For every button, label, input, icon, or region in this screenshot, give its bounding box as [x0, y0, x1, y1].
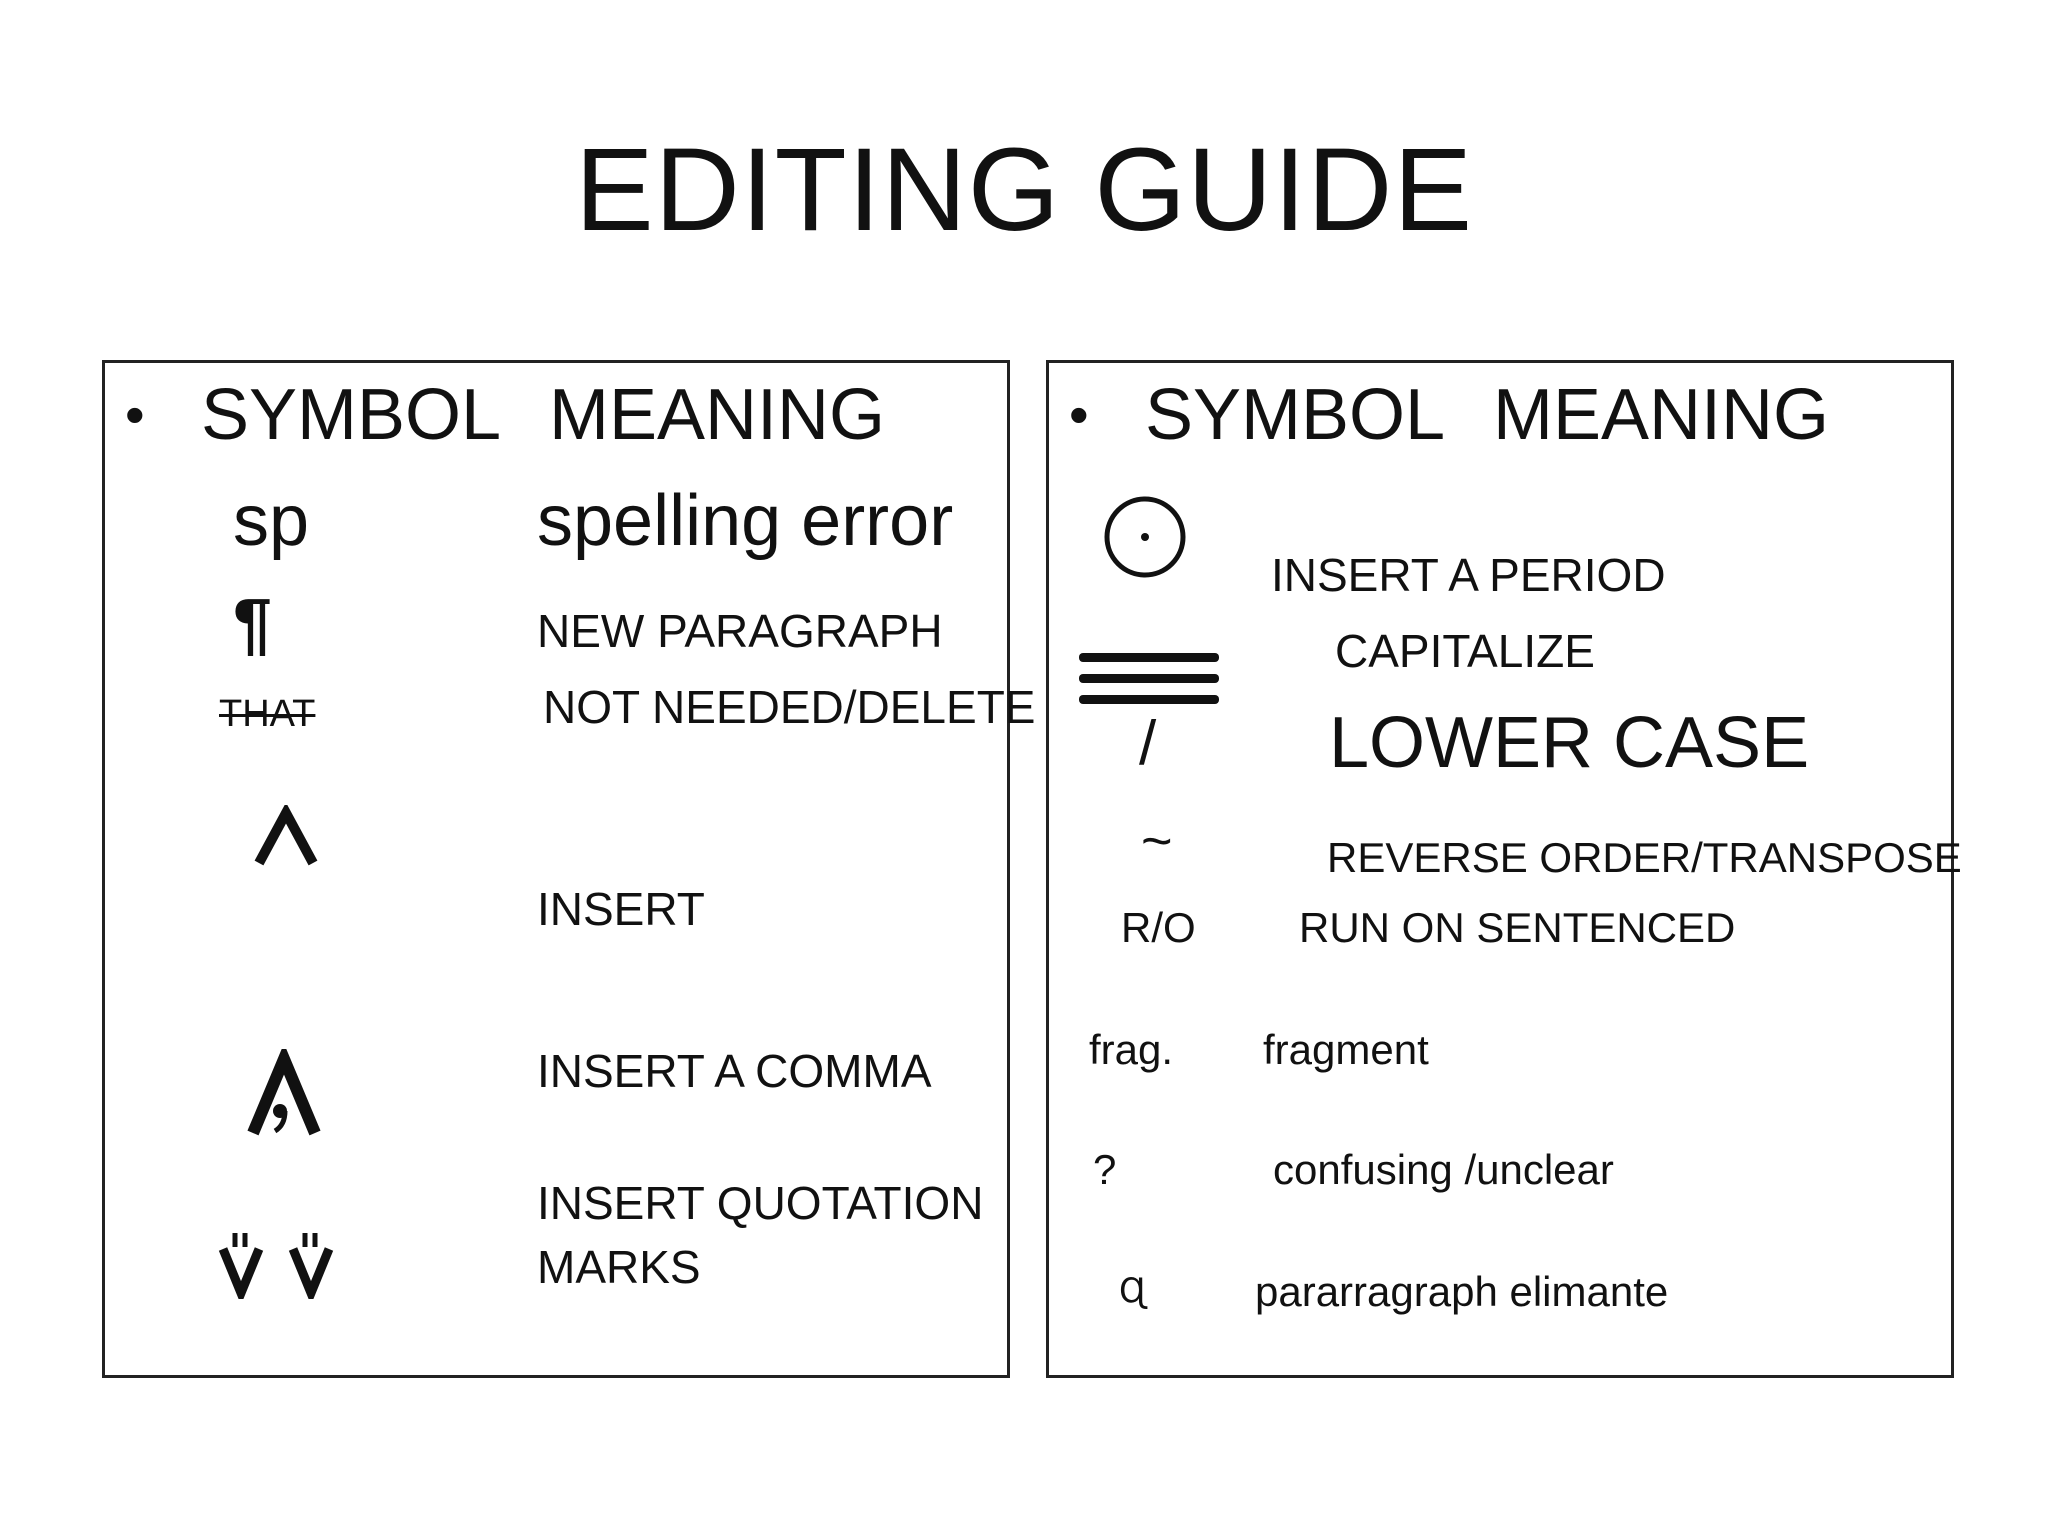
- comma-caret-icon: [245, 1049, 323, 1139]
- bullet: •: [125, 383, 145, 446]
- meaning-insert-period: INSERT A PERIOD: [1271, 549, 1666, 601]
- meaning-fragment: fragment: [1263, 1026, 1429, 1073]
- tilde-symbol: ~: [1141, 811, 1173, 871]
- meaning-insert-comma: INSERT A COMMA: [537, 1045, 932, 1097]
- right-symbol-panel: [1046, 360, 1962, 1378]
- meaning-reverse-order: REVERSE ORDER/TRANSPOSE: [1327, 834, 1962, 881]
- symbol-sp: sp: [233, 481, 310, 561]
- page-title: EDITING GUIDE: [574, 124, 1474, 256]
- meaning-run-on-sentence: RUN ON SENTENCED: [1299, 904, 1736, 951]
- meaning-insert-quotation-marks: MARKS: [537, 1241, 701, 1293]
- meaning-column-header: MEANING: [1493, 375, 1830, 455]
- meaning-not-needed-delete: NOT NEEDED/DELETE: [543, 681, 1036, 733]
- strikethrough-word: THAT: [219, 693, 316, 735]
- meaning-new-paragraph: NEW PARAGRAPH: [537, 605, 943, 657]
- triple-underline-icon: [1075, 649, 1223, 711]
- meaning-spelling-error: spelling error: [537, 481, 954, 561]
- question-symbol: ?: [1093, 1146, 1117, 1193]
- meaning-column-header: MEANING: [549, 375, 886, 455]
- symbol-column-header: SYMBOL: [1145, 375, 1446, 455]
- meaning-insert-quotation: INSERT QUOTATION: [537, 1177, 984, 1229]
- meaning-capitalize: CAPITALIZE: [1335, 625, 1595, 677]
- quotation-caret-icon: [217, 1229, 357, 1299]
- bullet: •: [1069, 383, 1089, 446]
- symbol-column-header: SYMBOL: [201, 375, 502, 455]
- pilcrow-symbol: ¶: [233, 584, 272, 662]
- caret-icon: [253, 805, 319, 867]
- meaning-confusing-unclear: confusing /unclear: [1273, 1146, 1614, 1193]
- circled-period-icon: [1101, 493, 1189, 581]
- meaning-lower-case: LOWER CASE: [1329, 703, 1810, 783]
- paragraph-delete-symbol: Ɋ: [1119, 1271, 1146, 1311]
- fragment-symbol: frag.: [1089, 1026, 1174, 1073]
- run-on-symbol: R/O: [1121, 904, 1196, 951]
- meaning-paragraph-eliminate: pararragraph elimante: [1255, 1268, 1669, 1315]
- slash-symbol: /: [1139, 709, 1157, 778]
- left-symbol-panel: [102, 360, 1036, 1378]
- meaning-insert: INSERT: [537, 883, 705, 935]
